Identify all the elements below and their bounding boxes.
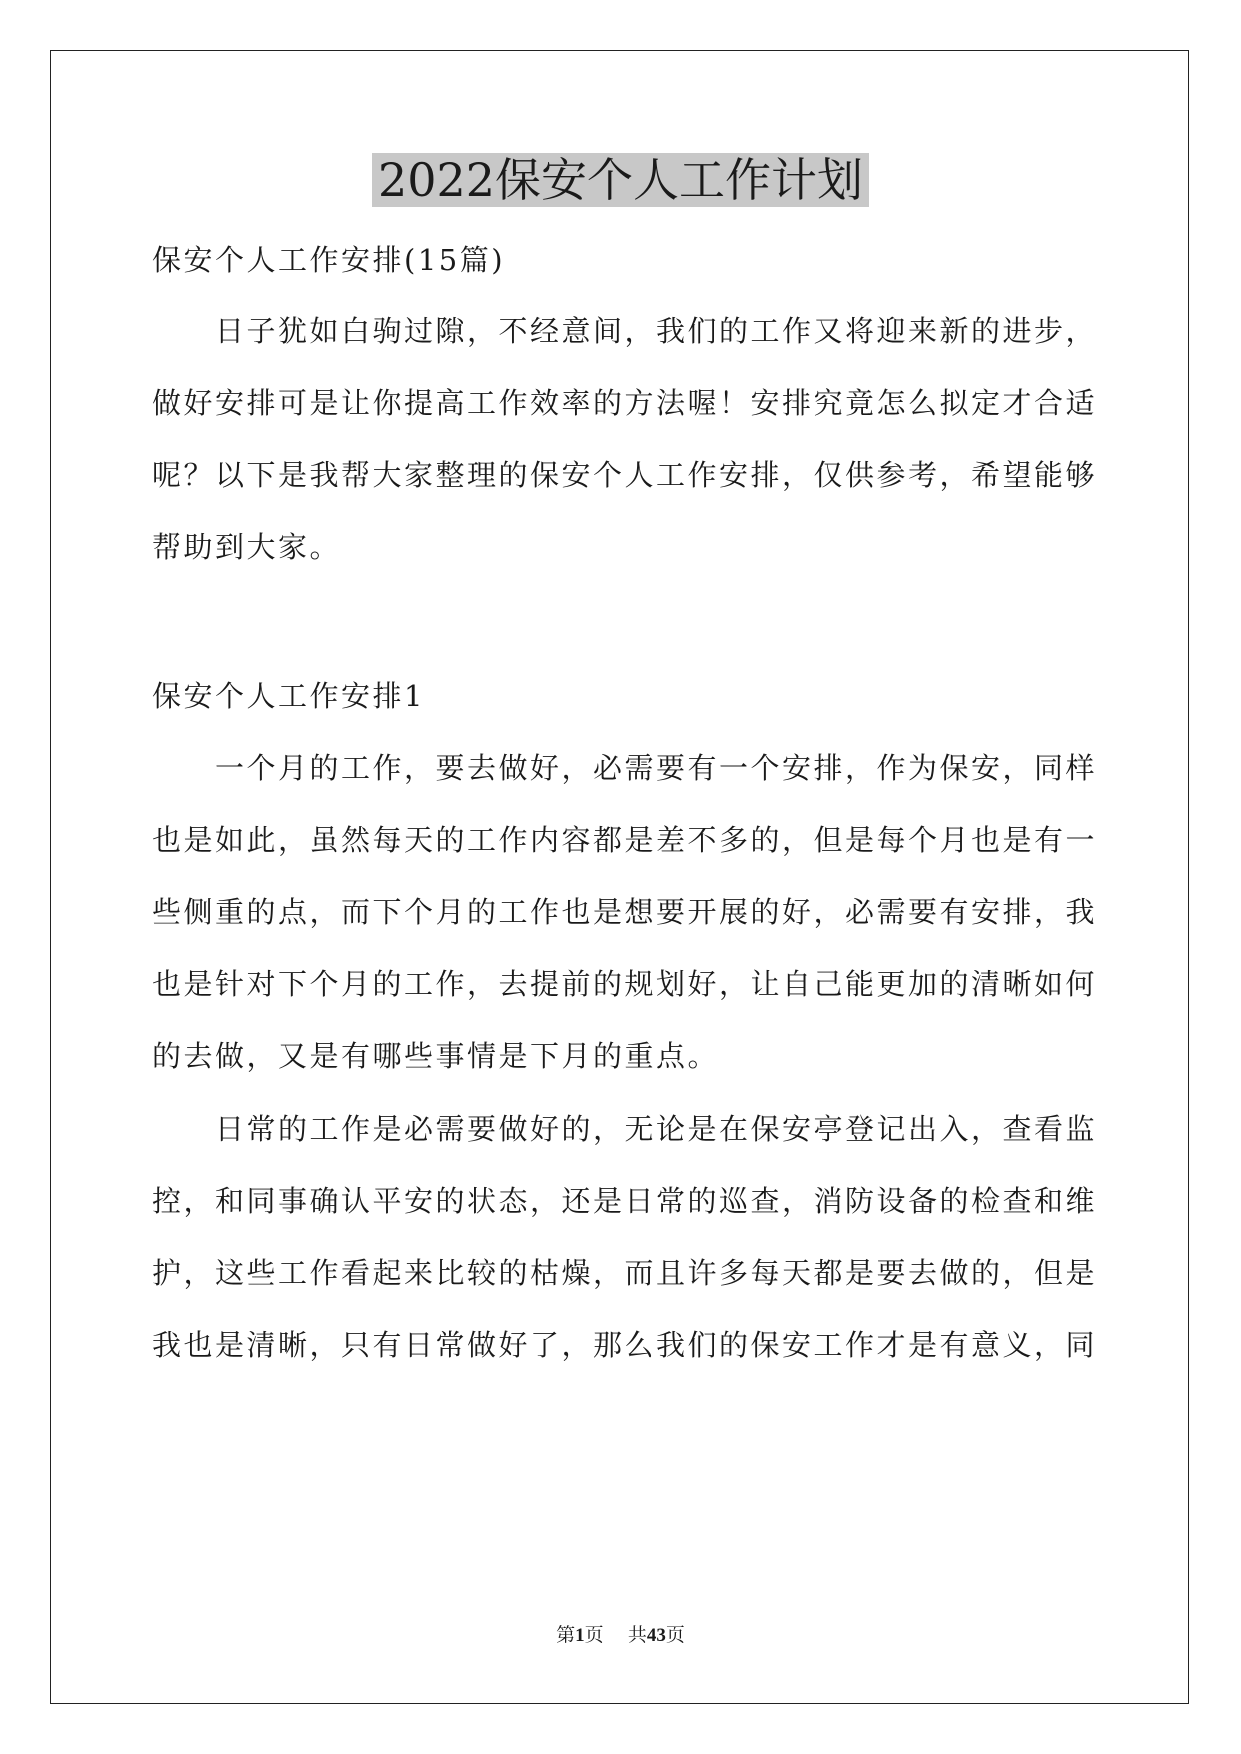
intro-line-1: 日子犹如白驹过隙，不经意间，我们的工作又将迎来新的进步， (215, 314, 1098, 348)
paragraph1-line-2: 也是如此，虽然每天的工作内容都是差不多的，但是每个月也是有一 (152, 823, 1098, 857)
total-prefix: 共 (627, 1624, 647, 1646)
paragraph1-line-5: 的去做，又是有哪些事情是下月的重点。 (152, 1039, 720, 1073)
page-suffix: 页 (584, 1624, 604, 1646)
document-title (0, 150, 1241, 210)
section-heading: 保安个人工作安排1 (152, 679, 425, 713)
intro-line-2: 做好安排可是让你提高工作效率的方法喔！安排究竟怎么拟定才合适 (152, 386, 1098, 420)
paragraph2-line-3: 护，这些工作看起来比较的枯燥，而且许多每天都是要去做的，但是 (152, 1256, 1098, 1290)
paragraph2-line-4: 我也是清晰，只有日常做好了，那么我们的保安工作才是有意义，同 (152, 1328, 1098, 1362)
intro-line-4: 帮助到大家。 (152, 530, 342, 564)
paragraph1-line-4: 也是针对下个月的工作，去提前的规划好，让自己能更加的清晰如何 (152, 967, 1098, 1001)
total-suffix: 页 (665, 1624, 685, 1646)
paragraph2-line-2: 控，和同事确认平安的状态，还是日常的巡查，消防设备的检查和维 (152, 1184, 1098, 1218)
document-subtitle: 保安个人工作安排(15篇) (152, 243, 506, 277)
total-pages: 43 (646, 1625, 666, 1646)
page-border (50, 50, 1189, 1704)
intro-line-3: 呢？以下是我帮大家整理的保安个人工作安排，仅供参考，希望能够 (152, 458, 1098, 492)
page-number: 1 (575, 1625, 585, 1646)
paragraph2-line-1: 日常的工作是必需要做好的，无论是在保安亭登记出入，查看监 (215, 1112, 1098, 1146)
document-title-text: 2022保安个人工作计划 (372, 153, 869, 207)
paragraph1-line-1: 一个月的工作，要去做好，必需要有一个安排，作为保安，同样 (215, 751, 1098, 785)
page-prefix: 第 (556, 1624, 576, 1646)
page-footer (0, 1622, 1241, 1649)
paragraph1-line-3: 些侧重的点，而下个月的工作也是想要开展的好，必需要有安排，我 (152, 895, 1098, 929)
